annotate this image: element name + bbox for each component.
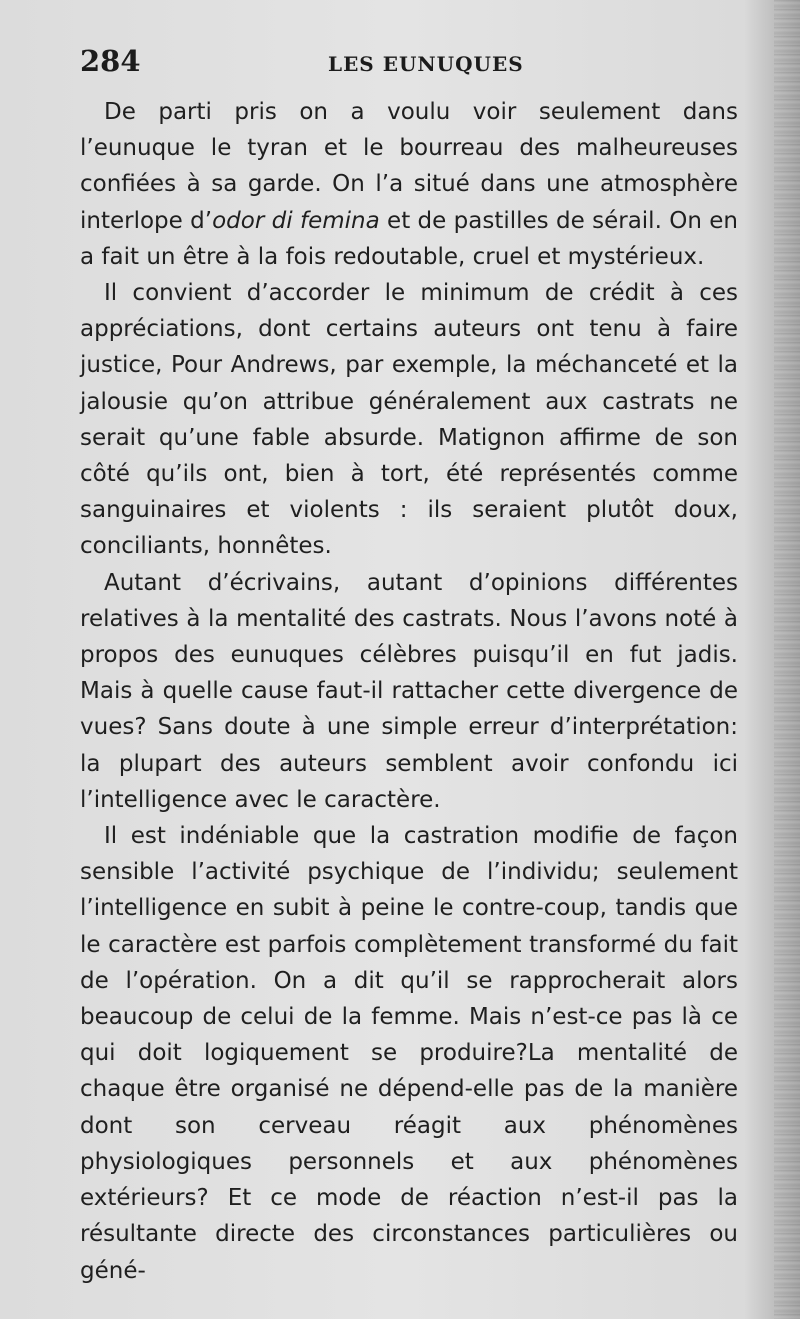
page-edge xyxy=(774,0,800,1319)
paragraph-1-after: et de pastilles de sérail. On en a fait un être à la fois redoutable, cruel et mystérieux. xyxy=(80,207,738,270)
paragraph-1-before: De parti pris on a voulu voir seulement dans l’eunuque le tyran et le bourreau des malheureuses confiées à sa garde. On l’a situé dans une atmosphère interlope d’ xyxy=(80,99,738,234)
paragraph-1-italic: odor di femina xyxy=(212,207,380,234)
page-number: 284 xyxy=(80,44,141,78)
running-head: LES EUNUQUES xyxy=(328,52,524,76)
paragraph-1 xyxy=(80,94,738,275)
paragraph-3: Autant d’écrivains, autant d’opinions différentes relatives à la mentalité des castrats. Nous l’avons noté à propos des eunuques célèbres puisqu’il en fut jadis. Mais à quelle cause faut-il rattacher cette divergence de vues? Sans doute à une simple erreur d’interprétation: la plupart des auteurs semblent avoir confondu ici l’intelligence avec le caractère. xyxy=(80,569,738,813)
paragraph-2: Il convient d’accorder le minimum de crédit à ces appréciations, dont certains auteurs ont tenu à faire justice, Pour Andrews, par exemple, la méchanceté et la jalousie qu’on attribue généralement aux castrats ne serait qu’une fable absurde. Matignon affirme de son côté qu’ils ont, bien à tort, été représentés comme sanguinaires et violents : ils seraient plutôt doux, conciliants, honnêtes. xyxy=(80,280,738,560)
page-header xyxy=(80,44,730,80)
paragraph-4: Il est indéniable que la castration modifie de façon sensible l’activité psychique de l’individu; seulement l’intelligence en subit à peine le contre-coup, tandis que le caractère est parfois complètement transformé du fait de l’opération. On a dit qu’il se rapprocherait alors beaucoup de celui de la femme. Mais n’est-ce pas là ce qui doit logiquement se produire?La mentalité de chaque être organisé ne dépend-elle pas de la manière dont son cerveau réagit aux phénomènes physiologiques personnels et aux phénomènes extérieurs? Et ce mode de réaction n’est-il pas la résultante directe des circonstances particulières ou géné- xyxy=(80,823,738,1284)
body-text xyxy=(80,94,738,1289)
